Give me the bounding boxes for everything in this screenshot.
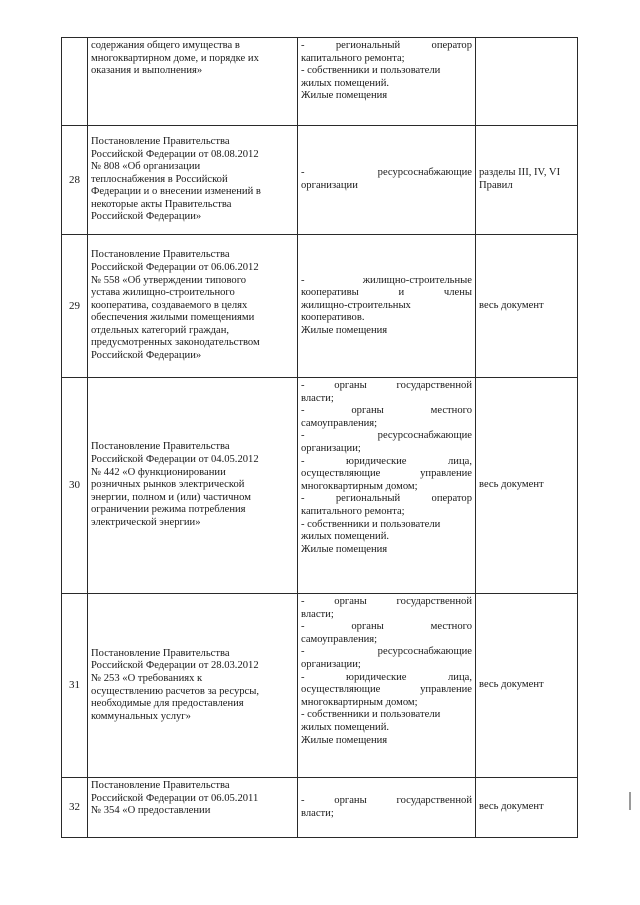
- subject-line: - региональный оператор: [301, 40, 472, 51]
- legal-act-line: Постановление Правительства: [91, 135, 230, 147]
- table-row: [62, 778, 578, 838]
- legal-act-line: Постановление Правительства: [91, 647, 230, 659]
- subject-line: - органы государственной: [301, 794, 472, 806]
- table-row: [62, 126, 578, 235]
- legal-act-line: Российской Федерации от 04.05.2012: [91, 454, 259, 466]
- legal-act-line: Постановление Правительства: [91, 249, 230, 261]
- subjects-cell: [298, 378, 476, 594]
- subject-line: - собственники и пользователи: [301, 709, 441, 721]
- subject-line: Жилые помещения: [301, 543, 388, 555]
- subject-line: - юридические лица,: [301, 455, 472, 467]
- subject-line: жилых помещений.: [301, 77, 390, 89]
- legal-act-line: Постановление Правительства: [91, 780, 230, 791]
- legal-act-line: ограничении режима потребления: [91, 504, 246, 516]
- subject-line: - жилищно-строительные: [301, 274, 472, 286]
- applicable-part-cell: разделы III, IV, VI Правил: [476, 126, 578, 235]
- legal-act-line: коммунальных услуг»: [91, 710, 191, 722]
- subject-line: осуществляющие управление: [301, 684, 472, 696]
- subject-line: организации;: [301, 658, 361, 670]
- subject-line: - собственники и пользователи: [301, 518, 441, 530]
- legal-act-line: устава жилищно-строительного: [91, 287, 235, 299]
- legal-act-line: электрической энергии»: [91, 516, 201, 528]
- subject-line: самоуправления;: [301, 633, 378, 645]
- subject-line: многоквартирным домом;: [301, 480, 418, 492]
- legal-act-line: осуществлению расчетов за ресурсы,: [91, 685, 260, 697]
- legal-act-line: № 558 «Об утверждении типового: [91, 274, 247, 286]
- subject-line: - органы местного: [301, 405, 472, 417]
- subject-line: - региональный оператор: [301, 493, 472, 505]
- legal-act-line: многоквартирном доме, и порядке их: [91, 52, 259, 64]
- subject-line: Жилые помещения: [301, 90, 388, 102]
- subject-line: Жилые помещения: [301, 324, 388, 336]
- legal-act-line: Российской Федерации»: [91, 350, 202, 362]
- table-row: [62, 378, 578, 594]
- legal-act-line: необходимые для предоставления: [91, 698, 244, 710]
- legal-act-line: Российской Федерации от 06.05.2011: [91, 792, 259, 804]
- legal-act-line: розничных рынков электрической: [91, 479, 245, 491]
- legal-act-cell: [88, 126, 298, 235]
- row-number: 29: [62, 235, 88, 378]
- table-row: [62, 38, 578, 126]
- subject-line: жилых помещений.: [301, 721, 390, 733]
- applicable-part-cell: весь документ: [476, 778, 578, 838]
- subject-line: жилищно-строительных: [301, 299, 411, 311]
- subject-line: капитального ремонта;: [301, 505, 405, 517]
- legal-act-line: отдельных категорий граждан,: [91, 324, 230, 336]
- subject-line: капитального ремонта;: [301, 52, 405, 64]
- subjects-cell: [298, 778, 476, 838]
- subject-line: самоуправления;: [301, 417, 378, 429]
- row-number: [62, 38, 88, 126]
- subjects-cell: [298, 126, 476, 235]
- legal-act-line: кооператива, создаваемого в целях: [91, 299, 248, 311]
- legal-act-line: № 354 «О предоставлении: [91, 805, 211, 817]
- applicable-part-cell: весь документ: [476, 235, 578, 378]
- subject-line: Жилые помещения: [301, 734, 388, 746]
- legal-act-line: Российской Федерации от 08.08.2012: [91, 148, 259, 160]
- subject-line: власти;: [301, 608, 334, 620]
- subjects-cell: [298, 594, 476, 778]
- subjects-cell: [298, 235, 476, 378]
- legal-act-line: обеспечения жилыми помещениями: [91, 312, 255, 324]
- legal-act-line: Постановление Правительства: [91, 441, 230, 453]
- legal-act-line: теплоснабжения в Российской: [91, 173, 228, 185]
- legal-act-cell: [88, 235, 298, 378]
- subject-line: - юридические лица,: [301, 671, 472, 683]
- legal-act-line: № 808 «Об организации: [91, 161, 201, 173]
- legal-act-line: энергии, полном и (или) частичном: [91, 491, 251, 503]
- legal-act-line: № 253 «О требованиях к: [91, 672, 203, 684]
- subject-line: - ресурсоснабжающие: [301, 167, 472, 179]
- legal-act-cell: [88, 38, 298, 126]
- subjects-cell: [298, 38, 476, 126]
- row-number: 28: [62, 126, 88, 235]
- subject-line: - органы государственной: [301, 380, 472, 391]
- subject-line: - органы государственной: [301, 596, 472, 607]
- legal-act-line: № 442 «О функционировании: [91, 466, 226, 478]
- legal-act-line: оказания и выполнения»: [91, 65, 203, 77]
- legal-act-line: Российской Федерации от 06.06.2012: [91, 261, 259, 273]
- subject-line: кооперативы и члены: [301, 287, 472, 299]
- subject-line: кооперативов.: [301, 312, 365, 324]
- subject-line: многоквартирным домом;: [301, 696, 418, 708]
- subject-line: организации: [301, 180, 358, 191]
- subject-line: власти;: [301, 807, 334, 819]
- legal-act-line: предусмотренных законодательством: [91, 337, 260, 349]
- table-body: [62, 38, 578, 838]
- legal-acts-table: [61, 37, 578, 838]
- subject-line: осуществляющие управление: [301, 468, 472, 480]
- legal-act-line: содержания общего имущества в: [91, 40, 240, 51]
- row-number: 32: [62, 778, 88, 838]
- row-number: 30: [62, 378, 88, 594]
- subject-line: - органы местного: [301, 621, 472, 633]
- subject-line: жилых помещений.: [301, 531, 390, 543]
- applicable-part-cell: весь документ: [476, 378, 578, 594]
- scan-margin-mark: [629, 792, 631, 810]
- legal-act-cell: [88, 778, 298, 838]
- legal-act-line: Федерации и о внесении изменений в: [91, 186, 261, 198]
- row-number: 31: [62, 594, 88, 778]
- subject-line: организации;: [301, 442, 361, 454]
- legal-act-line: некоторые акты Правительства: [91, 198, 232, 210]
- legal-act-line: Российской Федерации от 28.03.2012: [91, 660, 259, 672]
- subject-line: - собственники и пользователи: [301, 65, 441, 77]
- legal-act-cell: [88, 378, 298, 594]
- subject-line: - ресурсоснабжающие: [301, 430, 472, 442]
- legal-act-line: Российской Федерации»: [91, 211, 202, 223]
- applicable-part-cell: весь документ: [476, 594, 578, 778]
- subject-line: власти;: [301, 392, 334, 404]
- subject-line: - ресурсоснабжающие: [301, 646, 472, 658]
- legal-act-cell: [88, 594, 298, 778]
- applicable-part-cell: [476, 38, 578, 126]
- table-row: [62, 594, 578, 778]
- table-row: [62, 235, 578, 378]
